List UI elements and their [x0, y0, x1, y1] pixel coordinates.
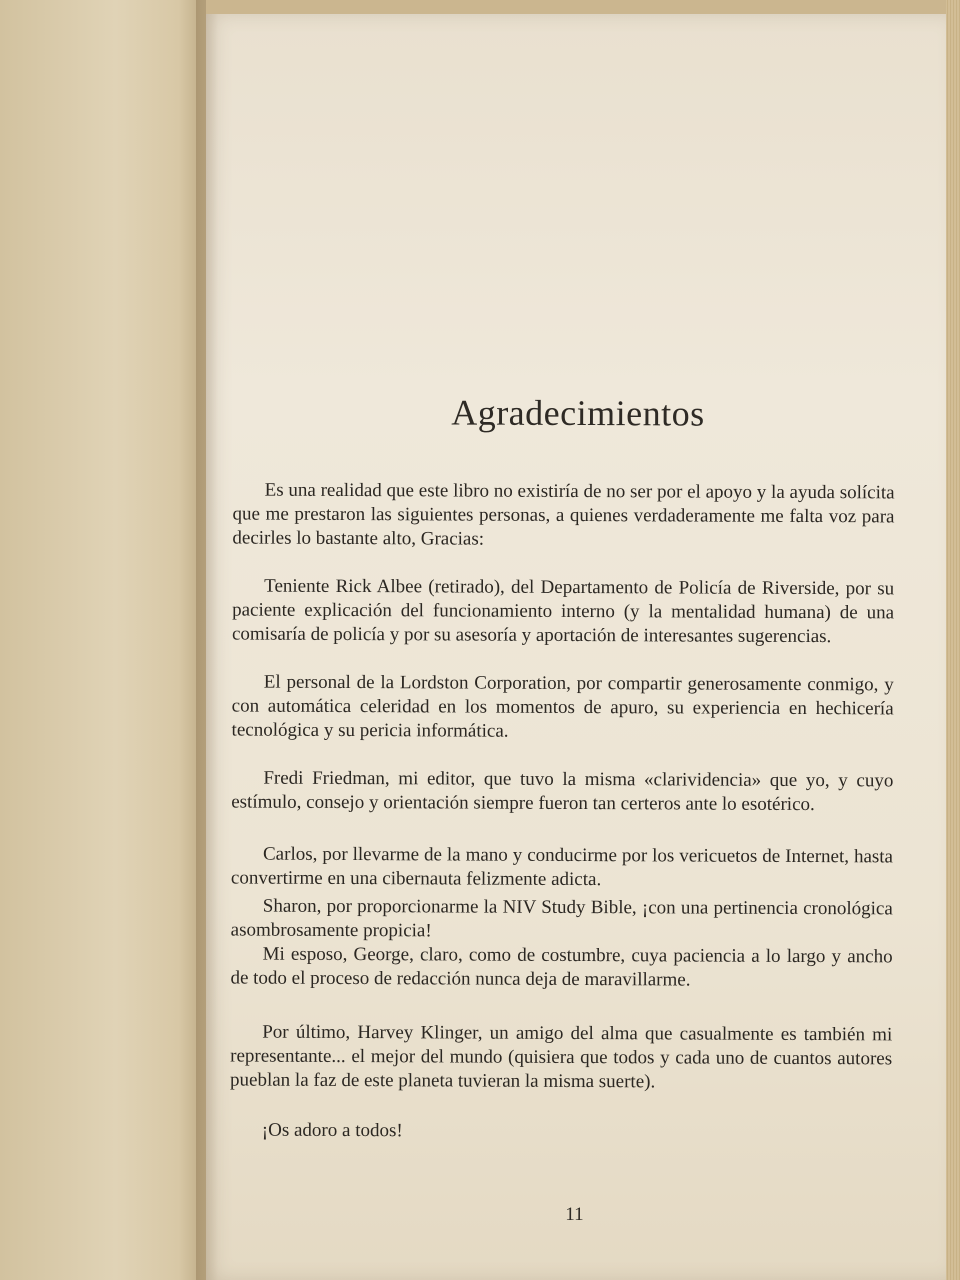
intro-paragraph: Es una realidad que este libro no existiría de no ser por el apoyo y la ayuda solícita que me prestaron las siguientes personas, a quienes verdaderamente me falta voz para decirles lo bastante alto, Gracias: — [232, 479, 895, 550]
acknowledgement-paragraph: Por último, Harvey Klinger, un amigo del alma que casualmente es también mi representante... el mejor del mundo (quisiera que todos y cada uno de cuantos autores pueblan la faz de este planeta tuvieran la misma suerte). — [230, 1021, 893, 1093]
left-page — [0, 0, 210, 1280]
closing-line: ¡Os adoro a todos! — [261, 1119, 403, 1142]
page-text-block — [203, 0, 951, 1268]
acknowledgement-paragraph: Carlos, por llevarme de la mano y conducirme por los vericuetos de Internet, hasta convertirme en una cibernauta felizmente adicta. — [230, 843, 894, 891]
acknowledgement-paragraph: Fredi Friedman, mi editor, que tuvo la misma «clarividencia» que yo, y cuyo estímulo, consejo y orientación siempre fueron tan certeros ante lo esotérico. — [231, 767, 894, 816]
page-number: 11 — [565, 1203, 584, 1226]
acknowledgement-paragraph: Sharon, por proporcionarme la NIV Study Bible, ¡con una pertinencia cronológica asombrosamente propicia! — [230, 895, 893, 942]
acknowledgement-paragraph: Mi esposo, George, claro, como de costumbre, cuya paciencia a lo largo y ancho de todo el proceso de redacción nunca deja de maravillarme. — [230, 943, 893, 991]
page-title: Agradecimientos — [451, 392, 705, 434]
acknowledgement-paragraph: El personal de la Lordston Corporation, por compartir generosamente conmigo, y con automática celeridad en los momentos de apuro, su experiencia en hechicería tecnológica y su pericia informática. — [231, 671, 894, 742]
acknowledgement-paragraph: Teniente Rick Albee (retirado), del Departamento de Policía de Riverside, por su paciente explicación del funcionamiento interno (y la mentalidad humana) de una comisaría de policía y por su asesoría y aportación de interesantes sugerencias. — [231, 575, 895, 648]
